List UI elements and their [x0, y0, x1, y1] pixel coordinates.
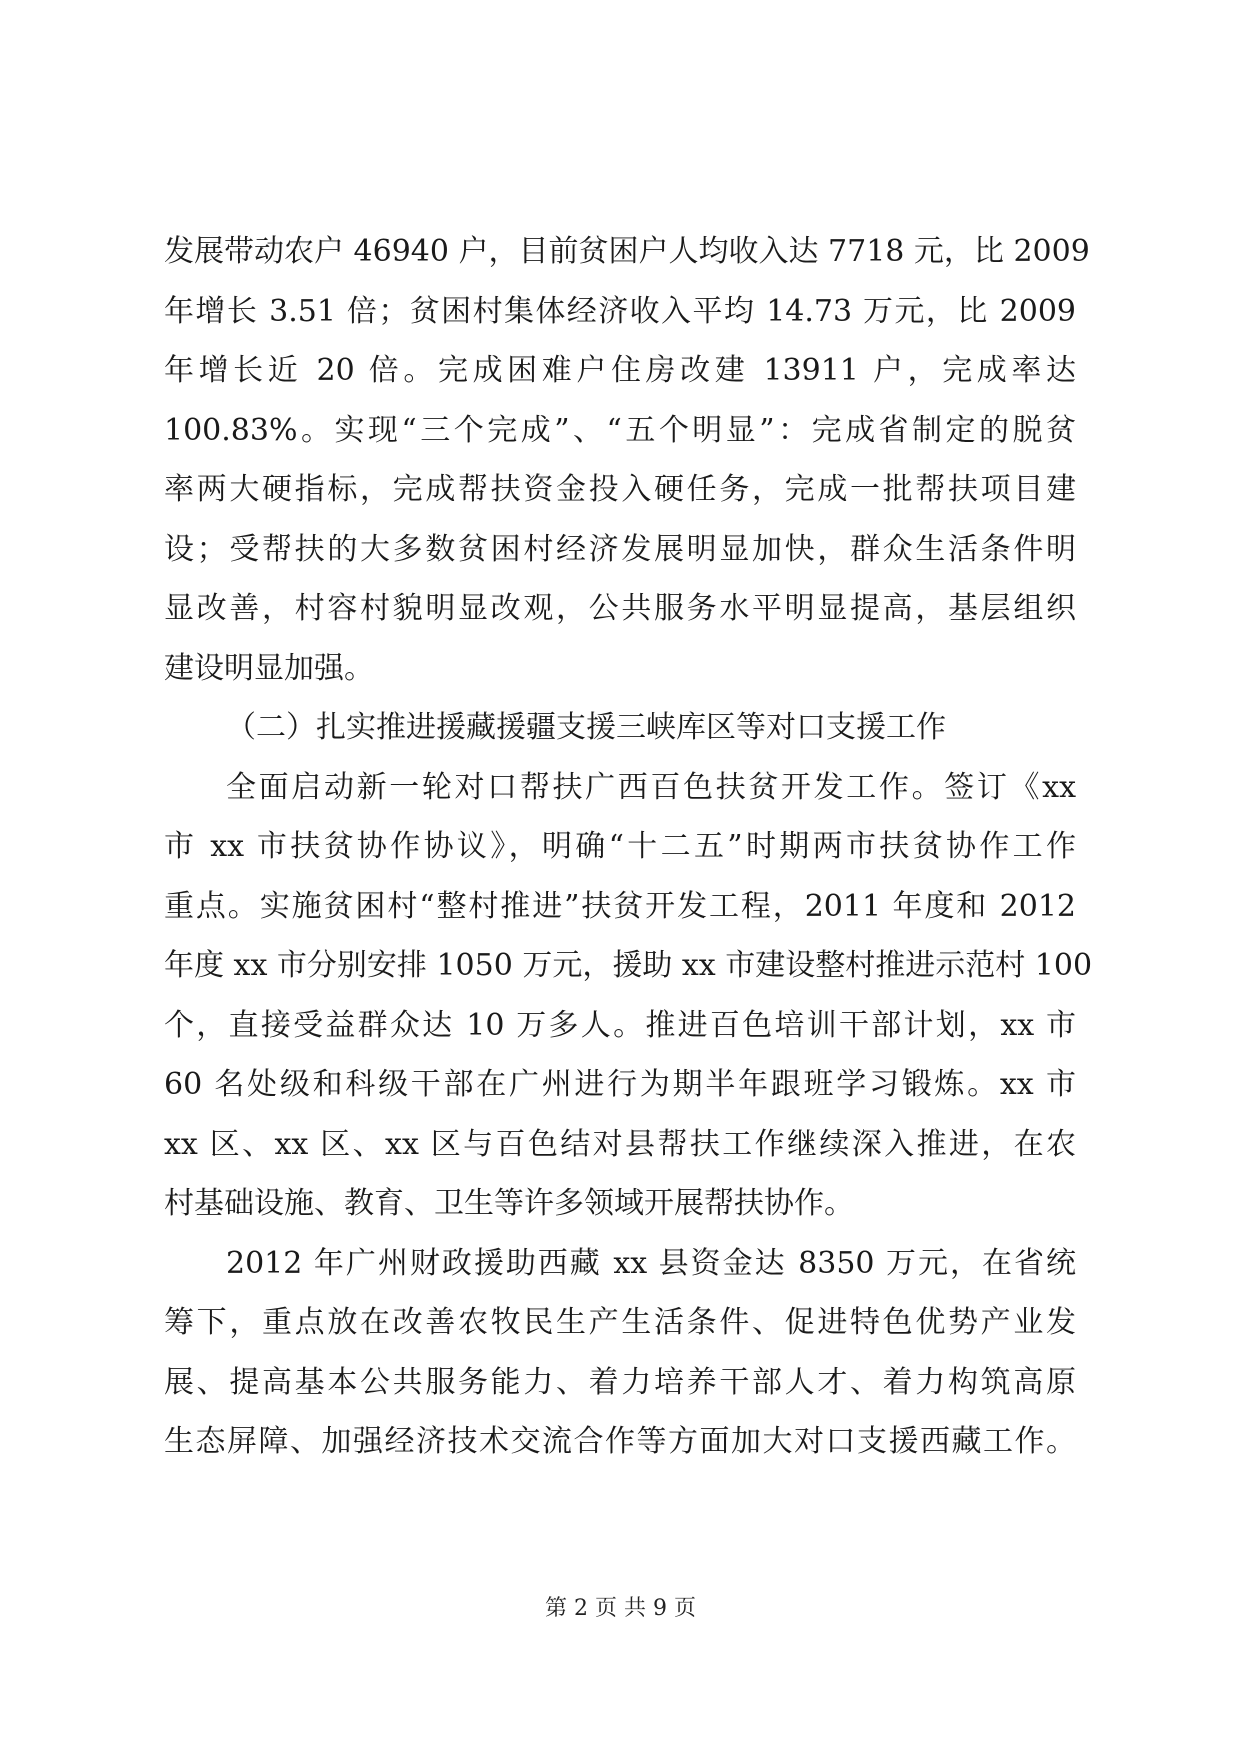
text-line: 村基础设施、教育、卫生等许多领域开展帮扶协作。 [164, 1186, 854, 1221]
text-line: 率两大硬指标，完成帮扶资金投入硬任务，完成一批帮扶项目建 [164, 472, 1076, 507]
text-line: 年增长 3.51 倍；贫困村集体经济收入平均 14.73 万元，比 2009 [164, 293, 1076, 329]
paragraph [164, 758, 1093, 1234]
text-line: 年度 xx 市分别安排 1050 万元，援助 xx 市建设整村推进示范村 100 [164, 948, 1093, 983]
paragraph [164, 222, 1090, 698]
text-line: 展、提高基本公共服务能力、着力培养干部人才、着力构筑高原 [164, 1364, 1076, 1400]
page-number: 第 2 页 共 9 页 [545, 1596, 696, 1621]
text-line: 设；受帮扶的大多数贫困村经济发展明显加快，群众生活条件明 [164, 531, 1076, 567]
text-line: 全面启动新一轮对口帮扶广西百色扶贫开发工作。签订《xx [226, 769, 1076, 805]
text-line: 市 xx 市扶贫协作协议》，明确“十二五”时期两市扶贫协作工作 [164, 829, 1076, 864]
paragraph [164, 1234, 1076, 1472]
text-line: 发展带动农户 46940 户，目前贫困户人均收入达 7718 元，比 2009 [164, 234, 1090, 269]
text-line: 100.83%。实现“三个完成”、“五个明显”：完成省制定的脱贫 [164, 412, 1076, 448]
text-line: 年增长近 20 倍。完成困难户住房改建 13911 户，完成率达 [164, 353, 1076, 388]
document-body [164, 222, 1093, 1472]
text-line: xx 区、xx 区、xx 区与百色结对县帮扶工作继续深入推进，在农 [164, 1126, 1076, 1162]
text-line: 建设明显加强。 [164, 650, 374, 686]
text-line: 筹下，重点放在改善农牧民生产生活条件、促进特色优势产业发 [164, 1305, 1076, 1340]
text-line: 重点。实施贫困村“整村推进”扶贫开发工程，2011 年度和 2012 [164, 888, 1076, 924]
text-line: 显改善，村容村貌明显改观，公共服务水平明显提高，基层组织 [164, 591, 1076, 626]
text-line: 生态屏障、加强经济技术交流合作等方面加大对口支援西藏工作。 [164, 1424, 1076, 1459]
text-line: 60 名处级和科级干部在广州进行为期半年跟班学习锻炼。xx 市 [164, 1067, 1076, 1102]
text-line: 个，直接受益群众达 10 万多人。推进百色培训干部计划，xx 市 [164, 1007, 1076, 1043]
text-line: 2012 年广州财政援助西藏 xx 县资金达 8350 万元，在省统 [226, 1245, 1076, 1281]
section-heading: （二）扎实推进援藏援疆支援三峡库区等对口支援工作 [226, 710, 946, 745]
